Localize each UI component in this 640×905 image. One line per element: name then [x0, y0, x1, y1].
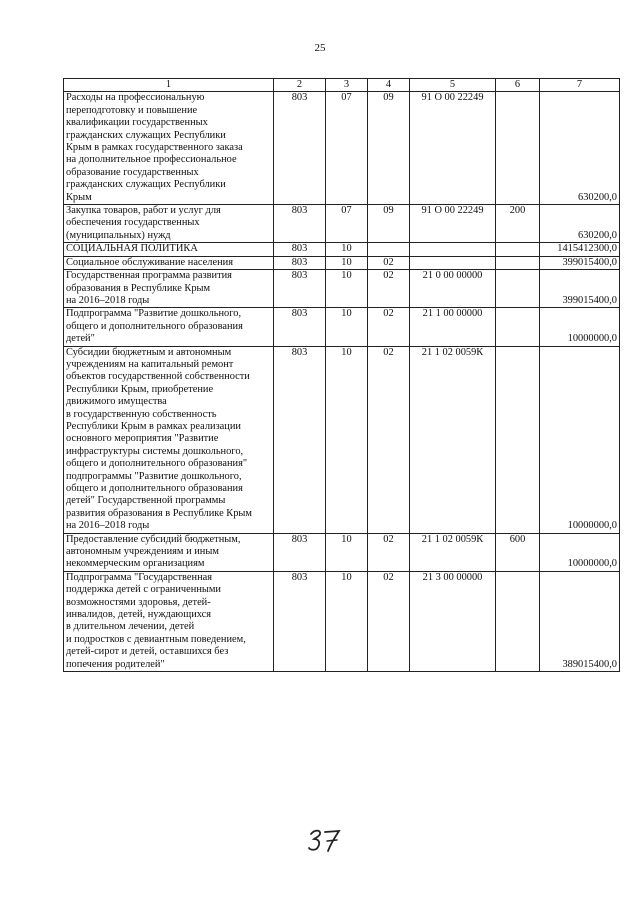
cell-c3: 10: [326, 243, 368, 256]
cell-c6: [496, 346, 540, 533]
table-row: [64, 243, 620, 256]
header-col-1: 1: [64, 79, 274, 92]
row-name-line: образование государственных: [66, 166, 199, 178]
cell-c4: 02: [368, 256, 410, 269]
cell-c4: 02: [368, 533, 410, 571]
row-name-line: Крым в рамках государственного заказа: [66, 142, 243, 154]
row-name-line: учреждениям на капитальный ремонт: [66, 358, 234, 370]
row-name-line: общего и дополнительного образования: [66, 483, 243, 494]
cell-c3: 07: [326, 205, 368, 243]
row-name-line: обеспечения государственных: [66, 217, 200, 229]
row-name-line: образования в Республике Крым: [66, 282, 211, 294]
cell-c2: 803: [274, 533, 326, 571]
cell-c7: 399015400,0: [540, 256, 620, 269]
row-name-line: в государственную собственность: [66, 408, 217, 420]
header-col-7: 7: [540, 79, 620, 92]
cell-c6: [496, 308, 540, 346]
table-row: [64, 270, 620, 308]
row-name-line: Республики Крым в рамках реализации: [66, 420, 241, 432]
cell-c5: [410, 256, 496, 269]
row-name-line: Предоставление субсидий бюджетным,: [66, 533, 241, 545]
cell-c3: 10: [326, 533, 368, 571]
row-name-line: возможностями здоровья, детей-: [66, 596, 211, 608]
row-name-line: (муниципальных) нужд: [66, 229, 171, 241]
cell-c6: 600: [496, 533, 540, 571]
row-name-line: движимого имущества: [66, 396, 167, 408]
row-name-line: некоммерческим организациям: [66, 558, 205, 570]
row-name-line: попечения родителей": [66, 658, 165, 670]
row-name-line: развития образования в Республике Крым: [66, 507, 252, 519]
header-col-2: 2: [274, 79, 326, 92]
cell-c4: 09: [368, 205, 410, 243]
cell-c2: 803: [274, 270, 326, 308]
cell-c3: 10: [326, 571, 368, 671]
cell-c5: 91 О 00 22249: [410, 92, 496, 205]
row-name-line: Подпрограмма "Развитие дошкольного,: [66, 308, 242, 320]
row-name-cell: [64, 92, 274, 205]
table-row: [64, 308, 620, 346]
cell-c4: 09: [368, 92, 410, 205]
row-name-line: в длительном лечении, детей: [66, 621, 195, 633]
row-name-line: на 2016–2018 годы: [66, 520, 150, 532]
row-name-line: подпрограммы "Развитие дошкольного,: [66, 470, 242, 482]
row-name-line: переподготовку и повышение: [66, 104, 198, 116]
header-col-5: 5: [410, 79, 496, 92]
row-name-line: объектов государственной собственности: [66, 371, 250, 383]
table-header-row: [64, 79, 620, 92]
header-col-3: 3: [326, 79, 368, 92]
row-name-cell: [64, 256, 274, 269]
row-name-cell: [64, 533, 274, 571]
row-name-line: поддержка детей с ограниченными: [66, 584, 221, 596]
row-name-line: инфраструктуры системы дошкольного,: [66, 445, 244, 457]
cell-c4: 02: [368, 346, 410, 533]
row-name-line: и подростков с девиантным поведением,: [66, 633, 246, 645]
cell-c2: 803: [274, 308, 326, 346]
cell-c7: 630200,0: [540, 92, 620, 205]
row-name-line: детей": [66, 333, 95, 345]
cell-c5: 21 1 02 0059К: [410, 533, 496, 571]
cell-c3: 10: [326, 346, 368, 533]
handwritten-signature: [305, 826, 345, 854]
cell-c5: 91 О 00 22249: [410, 205, 496, 243]
cell-c6: [496, 270, 540, 308]
row-name-cell: [64, 270, 274, 308]
cell-c5: 21 1 00 00000: [410, 308, 496, 346]
page-number: 25: [314, 42, 326, 54]
row-name-line: общего и дополнительного образования: [66, 320, 243, 332]
row-name-line: Закупка товаров, работ и услуг для: [66, 205, 221, 217]
row-name-line: квалификации государственных: [66, 117, 208, 129]
table-row: [64, 571, 620, 671]
cell-c2: 803: [274, 346, 326, 533]
cell-c7: 10000000,0: [540, 346, 620, 533]
cell-c3: 10: [326, 256, 368, 269]
cell-c2: 803: [274, 92, 326, 205]
row-name-line: Республики Крым, приобретение: [66, 383, 214, 395]
cell-c2: 803: [274, 256, 326, 269]
row-name-cell: [64, 571, 274, 671]
row-name-line: Субсидии бюджетным и автономным: [66, 346, 232, 358]
row-name-line: детей-сирот и детей, оставшихся без: [66, 646, 229, 658]
row-name-line: СОЦИАЛЬНАЯ ПОЛИТИКА: [66, 243, 198, 255]
cell-c7: 630200,0: [540, 205, 620, 243]
cell-c4: 02: [368, 308, 410, 346]
row-name-line: детей" Государственной программы: [66, 495, 226, 507]
cell-c3: 10: [326, 308, 368, 346]
row-name-line: гражданских служащих Республики: [66, 179, 226, 191]
cell-c6: [496, 571, 540, 671]
row-name-line: гражданских служащих Республики: [66, 129, 226, 141]
cell-c5: 21 1 02 0059К: [410, 346, 496, 533]
cell-c6: [496, 92, 540, 205]
row-name-line: Государственная программа развития: [66, 270, 232, 282]
cell-c7: 10000000,0: [540, 308, 620, 346]
cell-c6: [496, 243, 540, 256]
row-name-line: Подпрограмма "Государственная: [66, 571, 213, 583]
cell-c3: 10: [326, 270, 368, 308]
cell-c7: 399015400,0: [540, 270, 620, 308]
row-name-line: Расходы на профессиональную: [66, 92, 205, 104]
row-name-line: Крым: [66, 191, 92, 203]
cell-c6: [496, 256, 540, 269]
cell-c5: 21 0 00 00000: [410, 270, 496, 308]
cell-c2: 803: [274, 571, 326, 671]
cell-c5: 21 3 00 00000: [410, 571, 496, 671]
cell-c2: 803: [274, 243, 326, 256]
cell-c7: 389015400,0: [540, 571, 620, 671]
row-name-line: общего и дополнительного образования": [66, 458, 248, 470]
header-col-6: 6: [496, 79, 540, 92]
row-name-line: инвалидов, детей, нуждающихся: [66, 609, 212, 621]
table-row: [64, 533, 620, 571]
budget-table: [63, 78, 620, 672]
cell-c7: 10000000,0: [540, 533, 620, 571]
row-name-cell: [64, 243, 274, 256]
table-row: [64, 256, 620, 269]
table-row: [64, 92, 620, 205]
cell-c6: 200: [496, 205, 540, 243]
cell-c2: 803: [274, 205, 326, 243]
row-name-line: на 2016–2018 годы: [66, 294, 150, 306]
cell-c5: [410, 243, 496, 256]
table-row: [64, 205, 620, 243]
row-name-line: основного мероприятия "Развитие: [66, 433, 219, 445]
table-row: [64, 346, 620, 533]
row-name-cell: [64, 346, 274, 533]
row-name-cell: [64, 205, 274, 243]
row-name-line: Социальное обслуживание населения: [66, 256, 233, 268]
row-name-line: на дополнительное профессиональное: [66, 154, 237, 166]
cell-c4: 02: [368, 270, 410, 308]
cell-c4: 02: [368, 571, 410, 671]
cell-c4: [368, 243, 410, 256]
row-name-cell: [64, 308, 274, 346]
cell-c7: 1415412300,0: [540, 243, 620, 256]
cell-c3: 07: [326, 92, 368, 205]
header-col-4: 4: [368, 79, 410, 92]
row-name-line: автономным учреждениям и иным: [66, 546, 219, 558]
